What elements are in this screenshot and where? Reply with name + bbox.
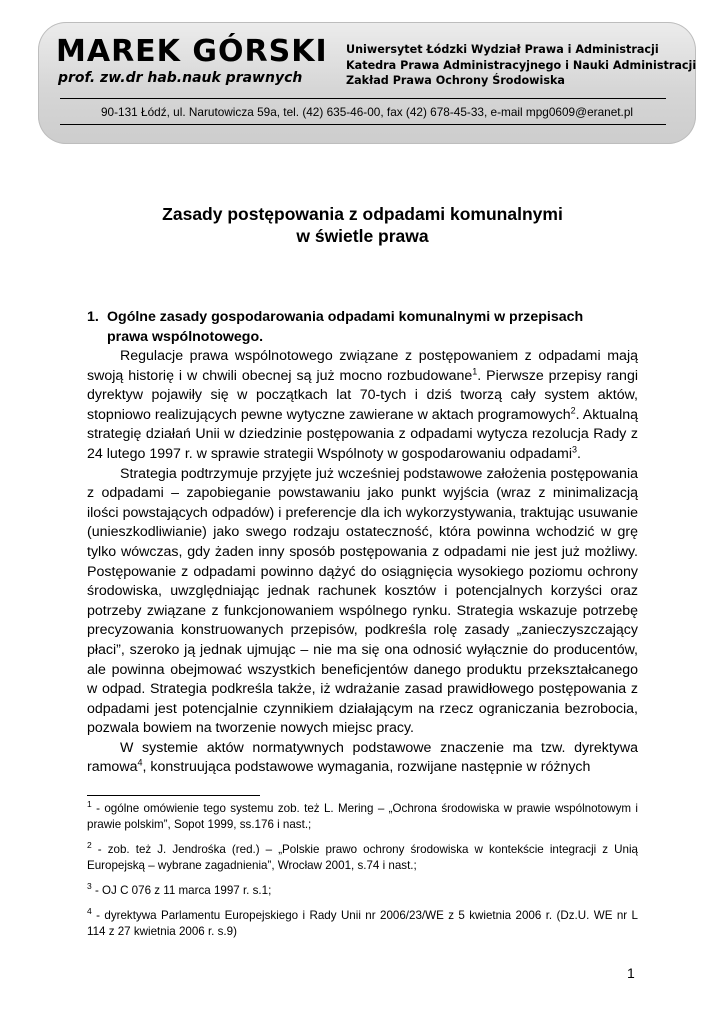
footnote-mark-3: 3 xyxy=(87,881,92,892)
page-number: 1 xyxy=(627,965,635,981)
paragraph-3-text-b: , konstruująca podstawowe wymagania, rozwijane następnie w różnych xyxy=(142,759,591,776)
paragraph-1-text-d: . xyxy=(577,445,581,462)
body-text xyxy=(87,347,638,778)
paragraph-3 xyxy=(87,739,638,778)
section-heading xyxy=(87,308,638,347)
footnote-mark-1: 1 xyxy=(87,799,92,810)
footnote-3 xyxy=(87,883,638,899)
footnote-text-4: - dyrektywa Parlamentu Europejskiego i Rady Unii nr 2006/23/WE z 5 kwietnia 2006 r. (Dz.U. WE nr L 114 z 27 kwietnia 2006 r. s.9) xyxy=(87,909,638,938)
paragraph-2: Strategia podtrzymuje przyjęte już wcześniej podstawowe założenia postępowania z odpadami – zapobieganie powstawaniu jako punkt wyjścia (wraz z minimalizacją ilości powstających odpadów) i preferencje dla ich wykorzystywania, traktując usuwanie (unieszkodliwianie) jako swego rodzaju ostateczność, która powinna wchodzić w grę tylko wówczas, gdy żaden inny sposób postępowania z odpadami nie jest już możliwy. Postępowanie z odpadami powinno dążyć do osiągnięcia wysokiego poziomu ochrony środowiska, uwzględniając jednak rachunek kosztów i potencjalnych korzyści oraz potrzeby związane z funkcjonowaniem wspólnego rynku. Strategia wskazuje potrzebę precyzowania konstruowanych przepisów, podkreśla rolę zasady „zanieczyszczający płaci”, szeroko ją jednak ujmując – nie ma się ona odnosić wyłącznie do producentów, ale powinna obejmować wszystkich beneficjentów danego produktu przekształcanego w odpad. Strategia podkreśla także, iż wdrażanie zasad prawidłowego postępowania z odpadami jest potencjalnie czynnikiem działającym na rzecz ograniczania bezrobocia, pozwala bowiem na tworzenie nowych miejsc pracy. xyxy=(87,465,638,737)
document-title-line-1: Zasady postępowania z odpadami komunalnymi xyxy=(162,204,563,224)
letterhead-divider xyxy=(60,98,666,99)
footnote-ref-3[interactable]: 3 xyxy=(572,444,578,455)
document-title xyxy=(0,203,725,247)
footnote-ref-4[interactable]: 4 xyxy=(137,757,143,768)
footnote-separator xyxy=(87,795,260,796)
section-heading-line-2: prawa wspólnotowego. xyxy=(107,328,264,345)
footnote-text-1: - ogólne omówienie tego systemu zob. też L. Mering – „Ochrona środowiska w prawie wspólnotowym i prawie polskim”, Sopot 1999, ss.176 i nast.; xyxy=(87,802,638,831)
footnote-text-2: - zob. też J. Jendrośka (red.) – „Polskie prawo ochrony środowiska w kontekście integracji z Unią Europejską – wybrane zagadnienia”, Wrocław 2001, s.74 i nast.; xyxy=(87,843,638,872)
section-heading-line-1: Ogólne zasady gospodarowania odpadami komunalnymi w przepisach xyxy=(107,309,584,325)
author-title: prof. zw.dr hab.nauk prawnych xyxy=(58,70,303,86)
paragraph-1 xyxy=(87,347,638,465)
footnote-text-3: - OJ C 076 z 11 marca 1997 r. s.1; xyxy=(91,884,272,897)
footnote-1 xyxy=(87,801,638,833)
letterhead xyxy=(38,22,696,144)
institution-line-university: Uniwersytet Łódzki Wydział Prawa i Administracji xyxy=(346,43,659,56)
footnote-ref-1[interactable]: 1 xyxy=(472,365,478,376)
institution-block xyxy=(346,42,696,89)
paragraph-1-text-a: Regulacje prawa wspólnotowego związane z postępowaniem z odpadami mają swoją historię i w chwili obecnej są już mocno rozbudowane xyxy=(87,348,638,384)
paragraph-3-text-a: W systemie aktów normatywnych podstawowe znaczenie ma tzw. dyrektywa ramowa xyxy=(87,739,638,776)
contact-address: 90-131 Łódź, ul. Narutowicza 59a, tel. (42) 635-46-00, fax (42) 678-45-33, e-mail mpg0609@eranet.pl xyxy=(101,105,633,119)
footnote-4 xyxy=(87,908,638,940)
address-divider xyxy=(60,124,666,125)
institution-line-department: Katedra Prawa Administracyjnego i Nauki Administracji xyxy=(346,58,697,72)
author-name: MAREK GÓRSKI xyxy=(56,34,328,69)
footnote-ref-2[interactable]: 2 xyxy=(570,405,576,416)
footnotes xyxy=(87,801,638,949)
paragraph-1-text-c: . Aktualną strategię działań Unii w dziedzinie postępowania z odpadami wytycza rezolucja Rady z 24 lutego 1997 r. w sprawie strategii Wspólnoty w gospodarowaniu odpadami xyxy=(87,406,639,462)
footnote-mark-4: 4 xyxy=(87,906,92,917)
footnote-mark-2: 2 xyxy=(87,840,92,851)
footnote-2 xyxy=(87,842,638,874)
paragraph-1-text-b: . Pierwsze przepisy rangi dyrektyw pojawiły się w początkach lat 70-tych i dziś tworzą cały system aktów, stopniowo realizujących pewne wytyczne zawierane w aktach programowych xyxy=(87,367,638,423)
section-number: 1. xyxy=(87,309,99,325)
document-title-line-2: w świetle prawa xyxy=(296,226,429,246)
institution-line-unit: Zakład Prawa Ochrony Środowiska xyxy=(346,74,565,87)
